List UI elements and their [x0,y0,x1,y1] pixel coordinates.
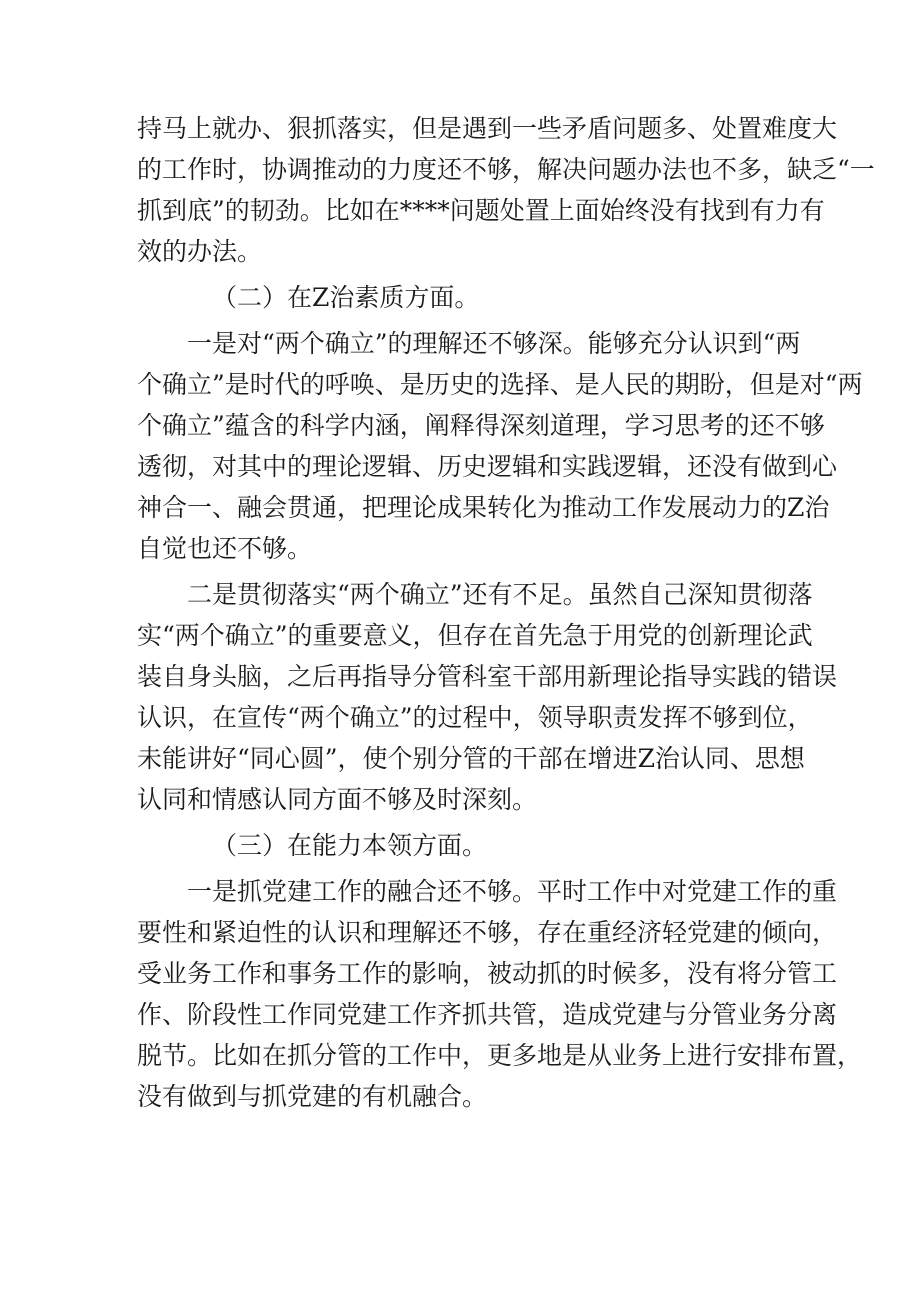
section-heading-ability [137,825,787,866]
paragraph-work-promotion [137,108,875,272]
document-body [137,108,875,1117]
text-line: 个确立”蕴含的科学内涵，阐释得深刻道理，学习思考的还不够 [137,411,825,440]
section-heading-political-quality [137,277,787,318]
text-line: 二是贯彻落实“两个确立”还有不足。虽然自己深知贯彻落 [187,580,813,609]
text-line: 自觉也还不够。 [137,534,313,563]
text-line: 作、阶段性工作同党建工作齐抓共管，造成党建与分管业务分离 [137,1000,838,1029]
text-line: 的工作时，协调推动的力度还不够，解决问题办法也不多，缺乏“一 [137,155,875,184]
text-line: 透彻，对其中的理论逻辑、历史逻辑和实践逻辑，还没有做到心 [137,452,838,481]
text-line: 装自身头脑，之后再指导分管科室干部用新理论指导实践的错误 [137,662,838,691]
text-line: 持马上就办、狠抓落实，但是遇到一些矛盾问题多、处置难度大 [137,114,838,143]
text-line: 个确立”是时代的呼唤、是历史的选择、是人民的期盼，但是对“两 [137,370,863,399]
text-line: 认识，在宣传“两个确立”的过程中，领导职责发挥不够到位， [137,703,813,732]
paragraph-party-building [137,871,863,1117]
text-line: 受业务工作和事务工作的影响，被动抓的时候多，没有将分管工 [137,959,838,988]
text-line: 神合一、融会贯通，把理论成果转化为推动工作发展动力的Z治 [137,493,830,522]
text-line: 要性和紧迫性的认识和理解还不够，存在重经济轻党建的倾向， [137,918,838,947]
text-line: 效的办法。 [137,237,263,266]
paragraph-implementation [137,574,838,820]
paragraph-understanding [137,323,863,569]
section-heading: （三）在能力本领方面。 [212,831,488,860]
text-line: 未能讲好“同心圆”，使个别分管的干部在增进Z治认同、思想 [137,744,805,773]
text-line: 抓到底”的韧劲。比如在****问题处置上面始终没有找到有力有 [137,196,825,225]
text-line: 一是对“两个确立”的理解还不够深。能够充分认识到“两 [187,329,801,358]
text-line: 实“两个确立”的重要意义，但存在首先急于用党的创新理论武 [137,621,813,650]
text-line: 一是抓党建工作的融合还不够。平时工作中对党建工作的重 [187,877,838,906]
section-heading: （二）在Z治素质方面。 [212,283,480,312]
text-line: 认同和情感认同方面不够及时深刻。 [137,785,538,814]
text-line: 没有做到与抓党建的有机融合。 [137,1082,488,1111]
text-line: 脱节。比如在抓分管的工作中，更多地是从业务上进行安排布置， [137,1041,863,1070]
